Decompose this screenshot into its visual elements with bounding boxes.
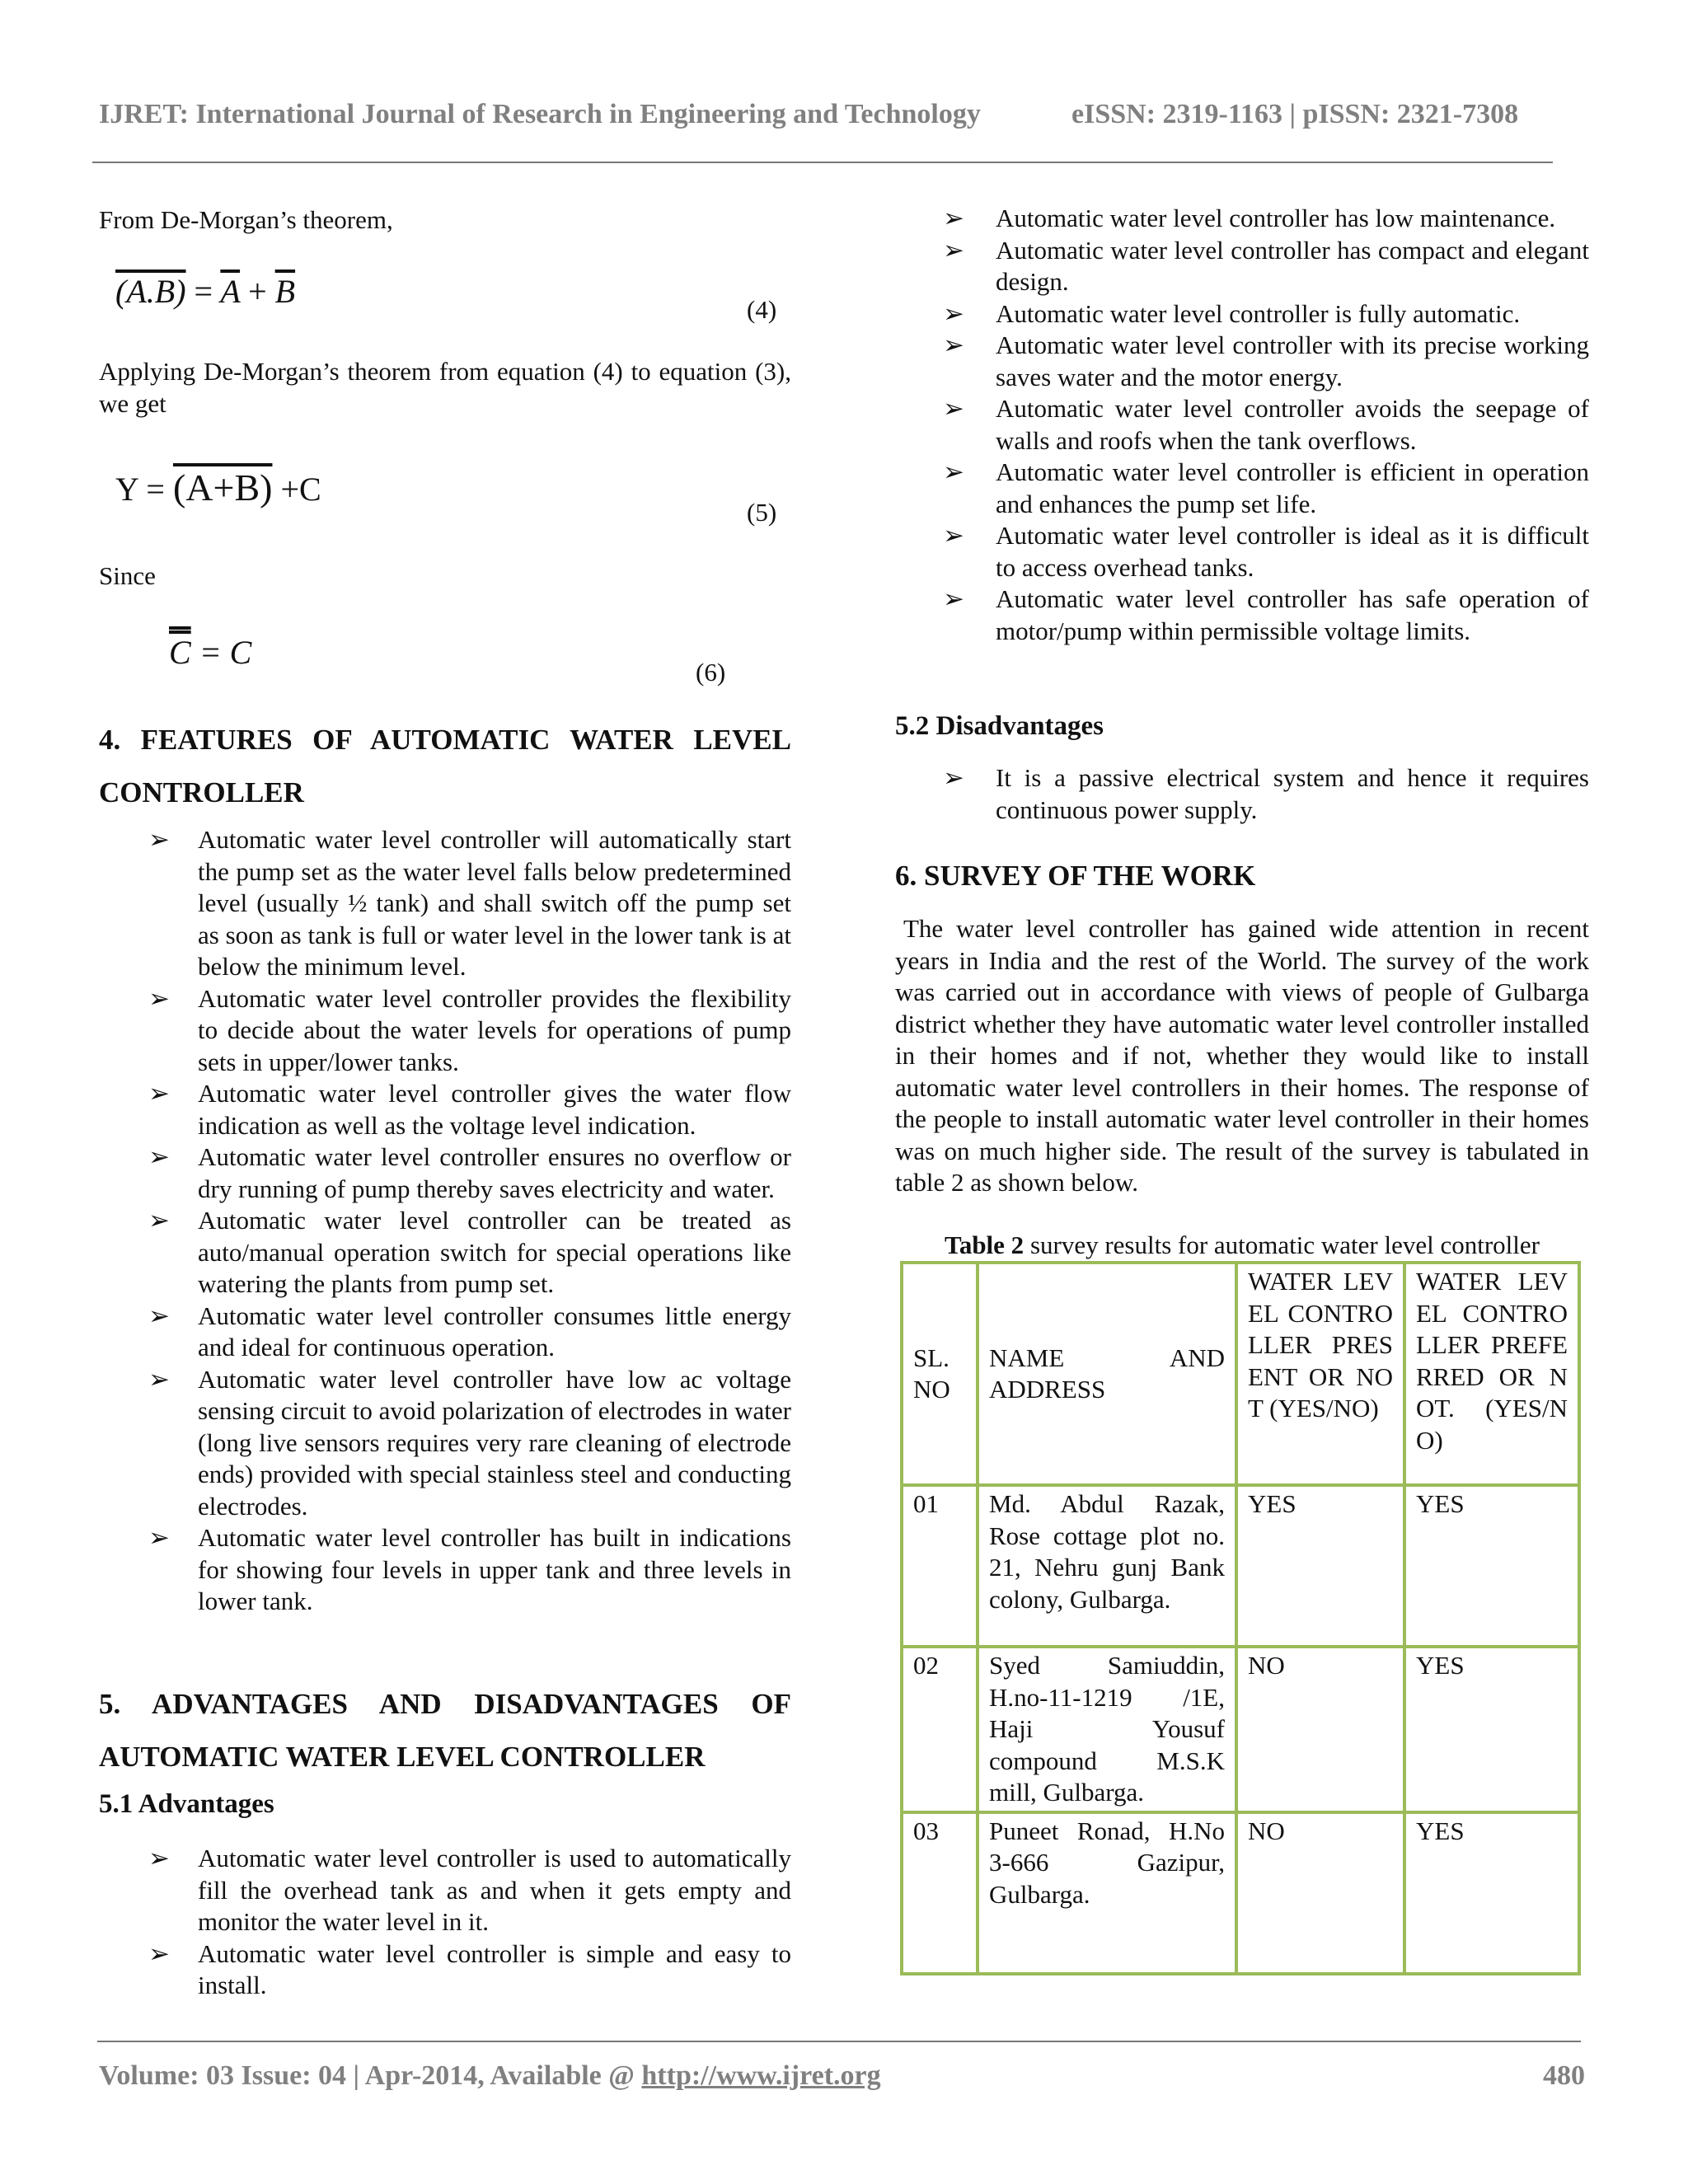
equation-4-number: (4) [747, 295, 777, 324]
left-column [99, 204, 791, 237]
footer-rule [97, 2041, 1581, 2042]
subsection-5-1-heading: 5.1 Advantages [99, 1789, 274, 1819]
list-item: ➢ Automatic water level controller has safe operation of motor/pump within permissible voltage limits. [943, 584, 1589, 645]
table-row [902, 1812, 1579, 1974]
arrowhead-bullet-icon: ➢ [148, 1142, 170, 1171]
table-header-row [902, 1263, 1579, 1485]
arrowhead-bullet-icon: ➢ [148, 983, 170, 1013]
list-item: ➢ Automatic water level controller is used to automatically fill the overhead tank as and when it gets empty and monitor the water level in it. [148, 1844, 791, 1936]
disadvantages-list [895, 762, 1589, 826]
arrowhead-bullet-icon: ➢ [943, 330, 964, 359]
journal-link[interactable]: http://www.ijret.org [641, 2060, 881, 2091]
arrowhead-bullet-icon: ➢ [943, 457, 964, 486]
section-4-heading: 4. FEATURES OF AUTOMATIC WATER LEVEL CONTROLLER [99, 724, 791, 808]
list-item: ➢ Automatic water level controller is efficient in operation and enhances the pump set life. [943, 457, 1589, 518]
list-item: ➢ Automatic water level controller have low ac voltage sensing circuit to avoid polarization of electrodes in water (long live sensors requires very rare cleaning of electrode ends) provided with special stainless steel and conducting electrodes. [148, 1364, 791, 1521]
survey-table [900, 1261, 1581, 1975]
page-number: 480 [1543, 2060, 1585, 2091]
arrowhead-bullet-icon: ➢ [943, 298, 964, 328]
arrowhead-bullet-icon: ➢ [943, 204, 964, 232]
equation-5-number: (5) [747, 498, 777, 527]
table-cell: 03 [902, 1812, 978, 1974]
equation-6-number: (6) [696, 658, 726, 687]
list-item: ➢ Automatic water level controller can be treated as auto/manual operation switch for special operations like watering the plants from pump set. [148, 1206, 791, 1298]
table-cell: YES [1404, 1485, 1579, 1647]
table-cell: Puneet Ronad, H.No 3-666 Gazipur, Gulbarga. [978, 1812, 1236, 1974]
since-text: Since [99, 561, 156, 590]
table-caption: Table 2 survey results for automatic water level controller [944, 1230, 1540, 1259]
header-cell: WATER LEVEL CONTROLLER PRESENT OR NOT (YES/NO) [1236, 1263, 1404, 1485]
section-6-heading: 6. SURVEY OF THE WORK [895, 860, 1256, 892]
equation-4: $(A.B) = \overline{A} + \overline{B}$ [115, 273, 296, 310]
list-item: ➢ Automatic water level controller has low maintenance. [895, 203, 1589, 235]
list-item: ➢ Automatic water level controller consumes little energy and ideal for continuous operation. [148, 1301, 791, 1361]
arrowhead-bullet-icon: ➢ [148, 1079, 170, 1108]
list-item: ➢ Automatic water level controller is simple and easy to install. [148, 1938, 791, 1999]
arrowhead-bullet-icon: ➢ [943, 584, 964, 613]
table-cell: Md. Abdul Razak, Rose cottage plot no. 21, Nehru gunj Bank colony, Gulbarga. [978, 1485, 1236, 1647]
arrowhead-bullet-icon: ➢ [943, 394, 964, 423]
equation-5: Y = (A+B) +C [115, 466, 321, 509]
table-row [902, 1485, 1579, 1647]
arrowhead-bullet-icon: ➢ [148, 1523, 170, 1552]
list-item: ➢ Automatic water level controller avoids the seepage of walls and roofs when the tank overflows. [943, 394, 1589, 455]
arrowhead-bullet-icon: ➢ [148, 1206, 170, 1235]
table-cell: YES [1236, 1485, 1404, 1647]
arrowhead-bullet-icon: ➢ [148, 1938, 170, 1968]
table-cell: NO [1236, 1647, 1404, 1812]
section-5-heading: 5. ADVANTAGES AND DISADVANTAGES OF AUTOMATIC WATER LEVEL CONTROLLER [99, 1688, 791, 1773]
footer-volume: Volume: 03 Issue: 04 | Apr-2014, Available @ http://www.ijret.org [99, 2060, 881, 2091]
arrowhead-bullet-icon: ➢ [148, 1364, 170, 1394]
features-list [99, 824, 791, 1618]
issn: eISSN: 2319-1163 | pISSN: 2321-7308 [1071, 99, 1519, 129]
arrowhead-bullet-icon: ➢ [148, 825, 170, 854]
table-cell: Syed Samiuddin, H.no-11-1219 /1E, Haji Yousuf compound M.S.K mill, Gulbarga. [978, 1647, 1236, 1812]
survey-table-wrapper [900, 1261, 1581, 1975]
table-cell: YES [1404, 1647, 1579, 1812]
table-row [902, 1647, 1579, 1812]
header-rule [92, 162, 1553, 163]
table-cell: NO [1236, 1812, 1404, 1974]
intro-text: From De-Morgan’s theorem, [99, 205, 393, 234]
list-item: ➢ Automatic water level controller is fully automatic. [895, 298, 1589, 330]
header-cell: NAME AND ADDRESS [978, 1263, 1236, 1485]
subsection-5-2-heading: 5.2 Disadvantages [895, 711, 1104, 741]
list-item: ➢ Automatic water level controller is ideal as it is difficult to access overhead tanks. [943, 521, 1589, 582]
journal-title: IJRET: International Journal of Research in Engineering and Technology [99, 99, 981, 129]
arrowhead-bullet-icon: ➢ [148, 1844, 170, 1872]
list-item: ➢ Automatic water level controller ensures no overflow or dry running of pump thereby saves electricity and water. [148, 1142, 791, 1203]
survey-paragraph: The water level controller has gained wide attention in recent years in India and the rest of the World. The survey of the work was carried out in accordance with views of people of Gulbarga district whether they have automatic water level controller installed in their homes and if not, whether they would like to install automatic water level controllers in their homes. The response of the people to install automatic water level controller in their homes was on much higher side. The result of the survey is tabulated in table 2 as shown below. [895, 914, 1589, 1197]
arrowhead-bullet-icon: ➢ [148, 1301, 170, 1330]
equation-6: C = C [169, 634, 252, 671]
header-cell: WATER LEVEL CONTROLLER PREFERRED OR NOT. (YES/NO) [1404, 1263, 1579, 1485]
list-item: ➢ Automatic water level controller gives the water flow indication as well as the voltage level indication. [148, 1079, 791, 1140]
advantages-right-list [895, 203, 1589, 647]
list-item: ➢ Automatic water level controller has compact and elegant design. [943, 235, 1589, 296]
arrowhead-bullet-icon: ➢ [943, 521, 964, 550]
arrowhead-bullet-icon: ➢ [943, 235, 964, 265]
list-item: ➢ It is a passive electrical system and hence it requires continuous power supply. [943, 763, 1589, 824]
header-cell: SL. NO [902, 1263, 978, 1485]
advantages-left-list [99, 1843, 791, 2002]
table-cell: 02 [902, 1647, 978, 1812]
list-item: ➢ Automatic water level controller with its precise working saves water and the motor energy. [943, 330, 1589, 391]
table-cell: 01 [902, 1485, 978, 1647]
list-item: ➢ Automatic water level controller provides the flexibility to decide about the water levels for operations of pump sets in upper/lower tanks. [148, 983, 791, 1076]
arrowhead-bullet-icon: ➢ [943, 763, 964, 792]
table-cell: YES [1404, 1812, 1579, 1974]
applying-text: Applying De-Morgan’s theorem from equation (4) to equation (3), we get [99, 357, 791, 418]
list-item: ➢ Automatic water level controller will automatically start the pump set as the water level falls below predetermined level (usually ½ tank) and shall switch off the pump set as soon as tank is full or water level in the lower tank is at below the minimum level. [148, 825, 791, 981]
list-item: ➢ Automatic water level controller has built in indications for showing four levels in upper tank and three levels in lower tank. [148, 1523, 791, 1615]
